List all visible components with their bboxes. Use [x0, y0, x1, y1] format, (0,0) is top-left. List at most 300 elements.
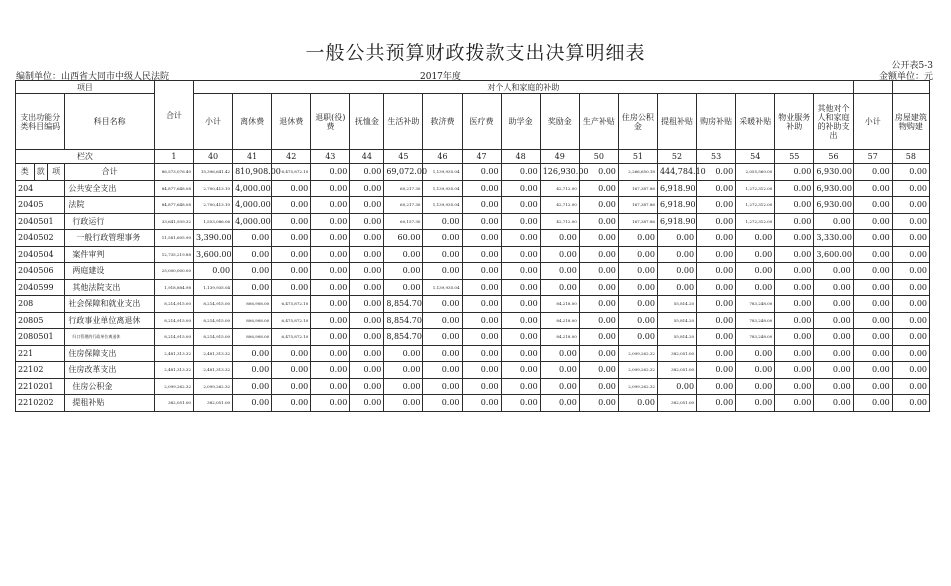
row-cell: 0.00 [618, 395, 657, 412]
row-cell: 0.00 [697, 378, 736, 395]
row-cell: 0.00 [350, 180, 384, 197]
row-cell: 0.00 [311, 329, 350, 346]
table-row [16, 197, 930, 214]
row-cell: 0.00 [697, 395, 736, 412]
row-cell: 0.00 [501, 263, 540, 280]
row-cell: 0.00 [853, 279, 892, 296]
row-total: 11,581,605.90 [154, 230, 193, 247]
row-cell: 1,272,312.00 [736, 213, 775, 230]
row-cell: 0.00 [892, 378, 929, 395]
row-cell: 0.00 [501, 312, 540, 329]
total-cell: 810,908.00 [233, 164, 272, 181]
row-cell: 0.00 [657, 246, 696, 263]
row-cell: 783,248.00 [736, 296, 775, 313]
row-cell: 55,814.20 [657, 312, 696, 329]
row-cell: 0.00 [775, 296, 814, 313]
row-cell: 0.00 [311, 230, 350, 247]
row-cell: 0.00 [311, 312, 350, 329]
row-cell: 0.00 [384, 378, 423, 395]
row-cell: 0.00 [311, 246, 350, 263]
row-cell: 0.00 [814, 296, 853, 313]
row-cell: 0.00 [233, 230, 272, 247]
row-cell: 8,214,915.00 [193, 329, 232, 346]
row-cell: 167,387.86 [618, 213, 657, 230]
row-cell: 2,099,262.32 [618, 378, 657, 395]
col-number: 40 [193, 150, 232, 164]
col-header: 助学金 [501, 94, 540, 150]
total-cell: 0.00 [579, 164, 618, 181]
row-cell: 806,908.00 [233, 296, 272, 313]
row-total: 1,918,884.98 [154, 279, 193, 296]
row-cell: 0.00 [775, 312, 814, 329]
col-number: 44 [350, 150, 384, 164]
total-cell: 0.00 [853, 164, 892, 181]
row-cell: 0.00 [462, 312, 501, 329]
row-cell: 0.00 [892, 197, 929, 214]
row-cell: 6,930.00 [814, 180, 853, 197]
row-cell: 1,272,312.00 [736, 197, 775, 214]
row-cell: 0.00 [579, 345, 618, 362]
row-cell: 0.00 [892, 296, 929, 313]
row-cell: 783,248.00 [736, 312, 775, 329]
row-cell: 0.00 [853, 312, 892, 329]
row-cell: 0.00 [272, 230, 311, 247]
row-cell: 4,000.00 [233, 213, 272, 230]
col-number: 54 [736, 150, 775, 164]
row-cell: 0.00 [540, 246, 579, 263]
row-cell: 0.00 [618, 329, 657, 346]
row-cell: 0.00 [736, 279, 775, 296]
row-cell: 0.00 [384, 362, 423, 379]
row-cell: 0.00 [350, 230, 384, 247]
row-cell: 0.00 [193, 263, 232, 280]
row-cell: 2,481,313.32 [193, 362, 232, 379]
row-cell: 4,000.00 [233, 180, 272, 197]
row-cell: 55,814.20 [657, 296, 696, 313]
row-cell: 0.00 [384, 395, 423, 412]
row-cell: 0.00 [579, 230, 618, 247]
row-code: 204 [16, 180, 65, 197]
table-row [16, 230, 930, 247]
row-cell: 2,099,262.32 [618, 345, 657, 362]
row-cell: 0.00 [384, 345, 423, 362]
row-cell: 0.00 [697, 230, 736, 247]
row-code: 221 [16, 345, 65, 362]
row-cell: 0.00 [775, 197, 814, 214]
table-row [16, 329, 930, 346]
row-cell: 8,854.70 [384, 329, 423, 346]
row-cell: 0.00 [501, 213, 540, 230]
row-cell: 0.00 [423, 246, 462, 263]
total-cell: 0.00 [892, 164, 929, 181]
organization-label: 编制单位：山西省大同市中级人民法院 [16, 72, 170, 82]
total-cell: 0.00 [350, 164, 384, 181]
col-header: 物业服务补助 [775, 94, 814, 150]
row-cell: 0.00 [501, 197, 540, 214]
row-cell: 0.00 [350, 329, 384, 346]
col-header: 房屋建筑物购建 [892, 94, 929, 150]
row-cell: 0.00 [892, 395, 929, 412]
col-header: 购房补贴 [697, 94, 736, 150]
row-cell: 60,217.30 [384, 197, 423, 214]
row-cell: 0.00 [540, 395, 579, 412]
row-cell: 0.00 [462, 279, 501, 296]
row-subject-name: 行政事业单位离退休 [65, 312, 155, 329]
row-cell: 6,475,872.10 [272, 329, 311, 346]
row-subject-name: 行政运行 [65, 213, 155, 230]
row-cell: 0.00 [892, 329, 929, 346]
row-cell: 0.00 [462, 263, 501, 280]
row-cell: 6,930.00 [814, 197, 853, 214]
row-cell: 0.00 [814, 213, 853, 230]
row-cell: 0.00 [657, 230, 696, 247]
col-header: 医疗费 [462, 94, 501, 150]
col-header: 小计 [193, 94, 232, 150]
col-number: 1 [154, 150, 193, 164]
table-row [16, 279, 930, 296]
row-total: 2,099,262.32 [154, 378, 193, 395]
row-cell: 0.00 [853, 197, 892, 214]
row-cell: 0.00 [579, 378, 618, 395]
row-cell: 0.00 [272, 345, 311, 362]
total-cell: 0.00 [311, 164, 350, 181]
row-cell: 6,918.90 [657, 197, 696, 214]
row-cell: 0.00 [697, 312, 736, 329]
row-cell: 0.00 [775, 378, 814, 395]
row-cell: 6,475,872.10 [272, 312, 311, 329]
row-cell: 0.00 [423, 329, 462, 346]
year-label: 2017年度 [420, 72, 461, 82]
row-cell: 382,051.00 [657, 362, 696, 379]
col-number: 58 [892, 150, 929, 164]
total-cell: 2,055,560.00 [736, 164, 775, 181]
row-cell: 0.00 [853, 395, 892, 412]
row-cell: 0.00 [540, 362, 579, 379]
row-cell: 1,139,935.04 [193, 279, 232, 296]
row-code: 20805 [16, 312, 65, 329]
row-cell: 0.00 [618, 263, 657, 280]
total-row-total: 86,573,076.40 [154, 164, 193, 181]
row-cell: 8,214,915.00 [193, 312, 232, 329]
row-cell: 0.00 [579, 197, 618, 214]
row-cell: 0.00 [853, 180, 892, 197]
total-cell: 0.00 [775, 164, 814, 181]
row-cell: 0.00 [736, 263, 775, 280]
col-header: 生产补贴 [579, 94, 618, 150]
row-cell: 0.00 [579, 395, 618, 412]
row-code: 20405 [16, 197, 65, 214]
row-cell: 0.00 [311, 362, 350, 379]
row-cell: 0.00 [775, 180, 814, 197]
row-cell: 0.00 [697, 362, 736, 379]
row-cell: 0.00 [350, 246, 384, 263]
row-cell: 0.00 [579, 180, 618, 197]
row-cell: 0.00 [775, 263, 814, 280]
row-cell: 8,854.70 [384, 296, 423, 313]
row-cell: 1,139,935.04 [423, 279, 462, 296]
row-cell: 0.00 [272, 395, 311, 412]
row-cell: 0.00 [423, 312, 462, 329]
col-header: 小计 [853, 94, 892, 150]
col-number: 47 [462, 150, 501, 164]
row-cell: 0.00 [775, 230, 814, 247]
row-cell: 0.00 [697, 329, 736, 346]
row-cell: 0.00 [775, 345, 814, 362]
row-code: 2040501 [16, 213, 65, 230]
row-subject-name: 公共安全支出 [65, 180, 155, 197]
row-total: 8,214,915.00 [154, 329, 193, 346]
header-blank-cell [892, 81, 929, 94]
row-cell: 0.00 [736, 230, 775, 247]
col-header: 奖励金 [540, 94, 579, 150]
row-cell: 0.00 [272, 213, 311, 230]
row-cell: 60.00 [384, 230, 423, 247]
expenditure-table [15, 80, 930, 412]
row-cell: 0.00 [272, 180, 311, 197]
row-code: 22102 [16, 362, 65, 379]
row-total: 84,877,648.08 [154, 180, 193, 197]
row-cell: 55,814.20 [657, 329, 696, 346]
row-cell: 2,099,262.32 [193, 378, 232, 395]
row-cell: 0.00 [892, 180, 929, 197]
row-cell: 0.00 [501, 246, 540, 263]
row-cell: 0.00 [462, 329, 501, 346]
row-cell: 0.00 [853, 329, 892, 346]
row-cell: 0.00 [501, 329, 540, 346]
row-cell: 0.00 [618, 312, 657, 329]
row-cell: 0.00 [579, 296, 618, 313]
col-number: 55 [775, 150, 814, 164]
row-cell: 0.00 [736, 362, 775, 379]
row-cell: 0.00 [853, 263, 892, 280]
row-cell: 0.00 [501, 395, 540, 412]
row-cell: 0.00 [272, 197, 311, 214]
row-total: 25,000,000.00 [154, 263, 193, 280]
header-blank-cell [853, 81, 892, 94]
row-cell: 2,481,313.32 [193, 345, 232, 362]
row-cell: 0.00 [892, 279, 929, 296]
row-subject-name: 案件审判 [65, 246, 155, 263]
row-subject-name: 住房改革支出 [65, 362, 155, 379]
row-cell: 0.00 [736, 378, 775, 395]
row-cell: 0.00 [892, 312, 929, 329]
total-cell: 0.00 [501, 164, 540, 181]
row-subject-name: 提租补贴 [65, 395, 155, 412]
row-cell: 8,854.70 [384, 312, 423, 329]
row-cell: 0.00 [350, 296, 384, 313]
col-number: 51 [618, 150, 657, 164]
row-total: 12,735,219.88 [154, 246, 193, 263]
row-cell: 0.00 [384, 279, 423, 296]
total-cell: 444,784.10 [657, 164, 696, 181]
row-cell: 0.00 [853, 362, 892, 379]
col-header: 退休费 [272, 94, 311, 150]
row-subject-name: 住房公积金 [65, 378, 155, 395]
table-row [16, 263, 930, 280]
total-cell: 0.00 [697, 164, 736, 181]
row-cell: 0.00 [892, 246, 929, 263]
row-cell: 0.00 [892, 263, 929, 280]
row-cell: 0.00 [579, 312, 618, 329]
row-cell: 0.00 [579, 329, 618, 346]
row-subject-name: 其他法院支出 [65, 279, 155, 296]
row-cell: 0.00 [233, 395, 272, 412]
row-cell: 4,000.00 [233, 197, 272, 214]
row-cell: 1,139,935.04 [423, 180, 462, 197]
row-cell: 0.00 [423, 263, 462, 280]
row-cell: 60,157.30 [384, 213, 423, 230]
total-cell: 6,475,872.10 [272, 164, 311, 181]
row-cell: 0.00 [697, 279, 736, 296]
row-cell: 0.00 [618, 246, 657, 263]
row-cell: 0.00 [501, 230, 540, 247]
xiang-label: 项 [47, 164, 64, 181]
row-cell: 0.00 [657, 378, 696, 395]
row-cell: 0.00 [423, 395, 462, 412]
row-code: 2210201 [16, 378, 65, 395]
row-cell: 0.00 [462, 395, 501, 412]
row-cell: 0.00 [775, 362, 814, 379]
total-cell: 1,139,935.04 [423, 164, 462, 181]
header-group: 对个人和家庭的补助 [193, 81, 853, 94]
row-cell: 0.00 [233, 345, 272, 362]
row-cell: 0.00 [350, 362, 384, 379]
row-cell: 3,600.00 [193, 246, 232, 263]
row-cell: 0.00 [423, 345, 462, 362]
row-cell: 167,387.86 [618, 180, 657, 197]
col-number: 46 [423, 150, 462, 164]
row-cell: 0.00 [736, 395, 775, 412]
header-project: 项目 [16, 81, 155, 94]
table-row [16, 395, 930, 412]
row-cell: 0.00 [697, 197, 736, 214]
row-subject-name: 住房保障支出 [65, 345, 155, 362]
row-cell: 0.00 [736, 246, 775, 263]
row-subject-name: 一般行政管理事务 [65, 230, 155, 247]
row-cell: 6,475,872.10 [272, 296, 311, 313]
row-cell: 0.00 [814, 329, 853, 346]
page-title: 一般公共预算财政拨款支出决算明细表 [305, 42, 646, 64]
row-code: 208 [16, 296, 65, 313]
total-row-label: 合计 [65, 164, 155, 181]
row-cell: 2,700,413.10 [193, 180, 232, 197]
table-row [16, 180, 930, 197]
row-cell: 0.00 [697, 345, 736, 362]
row-cell: 167,387.86 [618, 197, 657, 214]
row-cell: 0.00 [775, 395, 814, 412]
row-cell: 0.00 [697, 213, 736, 230]
row-code: 2040504 [16, 246, 65, 263]
total-cell: 126,930.00 [540, 164, 579, 181]
row-cell: 0.00 [350, 197, 384, 214]
row-cell: 0.00 [233, 246, 272, 263]
row-cell: 0.00 [853, 378, 892, 395]
header-subject-name: 科目名称 [65, 94, 155, 150]
row-cell: 3,600.00 [814, 246, 853, 263]
row-cell: 0.00 [501, 180, 540, 197]
row-cell: 0.00 [272, 362, 311, 379]
total-cell: 15,396,641.42 [193, 164, 232, 181]
row-cell: 0.00 [311, 378, 350, 395]
row-cell: 0.00 [501, 345, 540, 362]
col-header: 生活补助 [384, 94, 423, 150]
row-cell: 0.00 [311, 395, 350, 412]
row-total: 382,051.00 [154, 395, 193, 412]
row-cell: 0.00 [579, 246, 618, 263]
row-cell: 806,908.00 [233, 312, 272, 329]
row-cell: 0.00 [423, 213, 462, 230]
row-cell: 0.00 [350, 213, 384, 230]
row-cell: 0.00 [540, 345, 579, 362]
row-cell: 1,139,935.04 [423, 197, 462, 214]
row-cell: 0.00 [350, 395, 384, 412]
row-cell: 6,918.90 [657, 213, 696, 230]
row-cell: 0.00 [540, 263, 579, 280]
row-cell: 0.00 [311, 197, 350, 214]
row-total: 33,641,939.32 [154, 213, 193, 230]
row-code: 2210202 [16, 395, 65, 412]
row-cell: 0.00 [272, 279, 311, 296]
row-cell: 382,051.00 [657, 345, 696, 362]
row-cell: 0.00 [540, 378, 579, 395]
row-cell: 0.00 [697, 263, 736, 280]
row-cell: 0.00 [311, 180, 350, 197]
row-subject-name: 归口管理的行政单位离退休 [65, 329, 155, 346]
row-cell: 1,553,086.06 [193, 213, 232, 230]
row-subject-name: 法院 [65, 197, 155, 214]
amount-unit: 金额单位：元 [878, 72, 933, 82]
row-cell: 0.00 [272, 378, 311, 395]
col-number: 48 [501, 150, 540, 164]
col-number: 41 [233, 150, 272, 164]
row-cell: 0.00 [350, 279, 384, 296]
table-row [16, 345, 930, 362]
row-subject-name: 社会保障和就业支出 [65, 296, 155, 313]
row-cell: 0.00 [462, 213, 501, 230]
header-total: 合计 [154, 81, 193, 150]
row-cell: 0.00 [462, 180, 501, 197]
row-cell: 0.00 [736, 345, 775, 362]
row-cell: 0.00 [853, 230, 892, 247]
col-header: 其他对个人和家庭的补助支出 [814, 94, 853, 150]
col-header: 抚恤金 [350, 94, 384, 150]
row-cell: 0.00 [814, 362, 853, 379]
row-cell: 783,248.00 [736, 329, 775, 346]
row-cell: 0.00 [311, 263, 350, 280]
row-cell: 0.00 [462, 345, 501, 362]
row-cell: 0.00 [540, 230, 579, 247]
row-cell: 42,712.00 [540, 180, 579, 197]
row-cell: 0.00 [311, 213, 350, 230]
row-cell: 0.00 [618, 296, 657, 313]
col-number: 50 [579, 150, 618, 164]
col-number: 52 [657, 150, 696, 164]
col-header: 救济费 [423, 94, 462, 150]
row-cell: 2,099,262.32 [618, 362, 657, 379]
row-cell: 0.00 [462, 230, 501, 247]
total-cell: 0.00 [462, 164, 501, 181]
row-cell: 0.00 [775, 279, 814, 296]
row-cell: 0.00 [657, 263, 696, 280]
col-header: 退职(役)费 [311, 94, 350, 150]
row-cell: 0.00 [697, 296, 736, 313]
row-cell: 382,051.00 [193, 395, 232, 412]
lei-label: 类 [16, 164, 35, 181]
table-row [16, 362, 930, 379]
row-cell: 0.00 [350, 378, 384, 395]
row-code: 2080501 [16, 329, 65, 346]
total-cell: 2,266,650.18 [618, 164, 657, 181]
